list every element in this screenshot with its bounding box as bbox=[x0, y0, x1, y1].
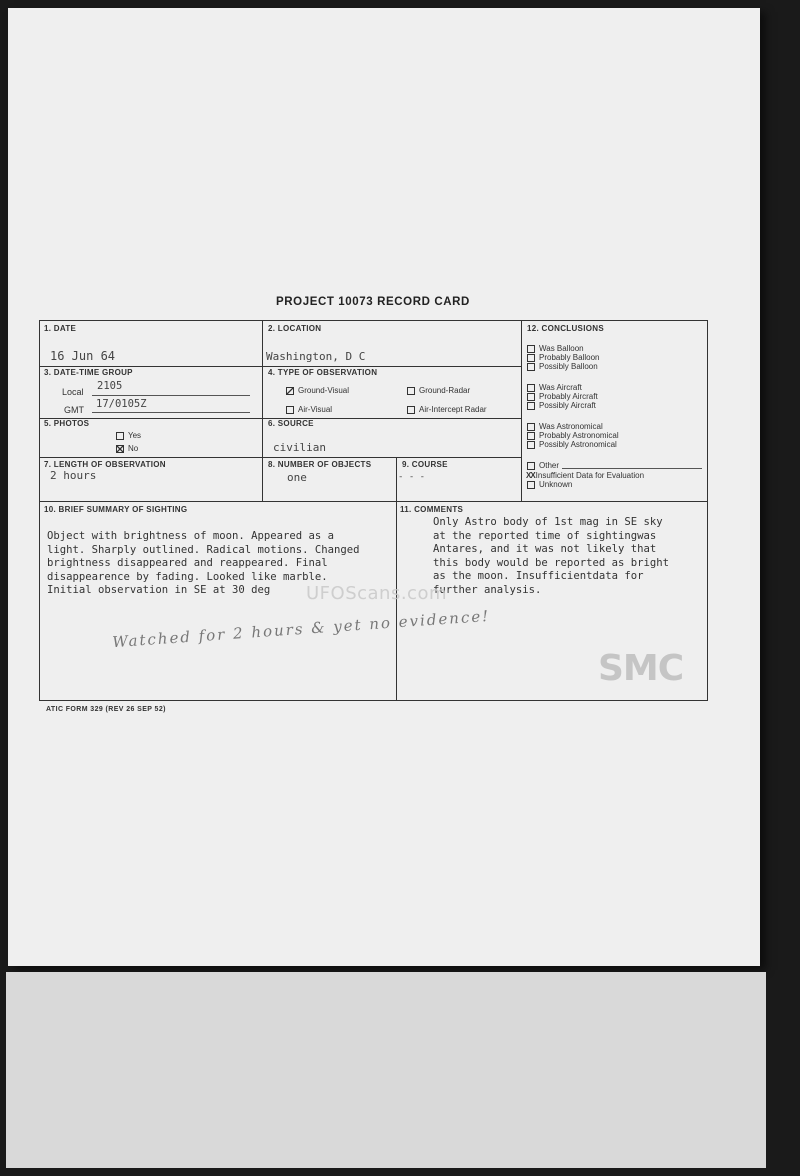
checkbox-icon bbox=[527, 462, 535, 470]
conclusion-possibly-astronomical: Possibly Astronomical bbox=[527, 440, 617, 449]
photos-no: No bbox=[116, 444, 138, 453]
checkbox-icon bbox=[527, 402, 535, 410]
conclusion-was-astronomical: Was Astronomical bbox=[527, 422, 603, 431]
checkbox-icon bbox=[407, 406, 415, 414]
dtg-gmt-label: GMT bbox=[64, 405, 84, 415]
conclusion-was-balloon: Was Balloon bbox=[527, 344, 584, 353]
date-label: 1. DATE bbox=[44, 324, 77, 333]
course-label: 9. COURSE bbox=[402, 460, 448, 469]
conclusion-other: Other bbox=[527, 461, 559, 470]
summary-line: Object with brightness of moon. Appeared as a bbox=[47, 530, 335, 542]
dtg-gmt-value: 17/0105Z bbox=[96, 398, 147, 410]
objects-label: 8. NUMBER OF OBJECTS bbox=[268, 460, 372, 469]
conclusion-other-underline bbox=[562, 468, 702, 469]
summary-line: light. Sharply outlined. Radical motions. Changed bbox=[47, 543, 360, 556]
conclusion-possibly-aircraft: Possibly Aircraft bbox=[527, 401, 596, 410]
divider-row-3 bbox=[40, 457, 521, 458]
watermark: UFOScans.com bbox=[306, 583, 447, 604]
source-value: civilian bbox=[273, 441, 326, 454]
type-air-visual: Air-Visual bbox=[286, 405, 332, 414]
comments-line: at the reported time of sightingwas bbox=[433, 529, 657, 542]
summary-line: Initial observation in SE at 30 deg bbox=[47, 584, 271, 597]
location-label: 2. LOCATION bbox=[268, 324, 322, 333]
checkbox-icon bbox=[527, 481, 535, 489]
source-label: 6. SOURCE bbox=[268, 419, 314, 428]
comments-line: further analysis. bbox=[433, 583, 542, 596]
smc-stamp: SMC bbox=[598, 648, 684, 689]
type-ground-visual: Ground-Visual bbox=[286, 386, 349, 395]
type-air-intercept: Air-Intercept Radar bbox=[407, 405, 487, 414]
type-ground-radar: Ground-Radar bbox=[407, 386, 470, 395]
checkbox-checked-icon bbox=[286, 387, 294, 395]
conclusions-label: 12. CONCLUSIONS bbox=[527, 324, 604, 333]
objects-value: one bbox=[287, 471, 307, 484]
form-id: ATIC FORM 329 (REV 26 SEP 52) bbox=[46, 706, 166, 713]
divider-row-4 bbox=[40, 501, 707, 502]
dtg-gmt-underline bbox=[92, 412, 250, 413]
length-value: 2 hours bbox=[50, 469, 97, 482]
conclusion-possibly-balloon: Possibly Balloon bbox=[527, 362, 598, 371]
photos-label: 5. PHOTOS bbox=[44, 419, 90, 428]
checkbox-icon bbox=[527, 432, 535, 440]
checkbox-icon bbox=[286, 406, 294, 414]
checkbox-icon bbox=[527, 354, 535, 362]
type-label: 4. TYPE OF OBSERVATION bbox=[268, 368, 378, 377]
comments-line: Only Astro body of 1st mag in SE sky bbox=[433, 516, 663, 528]
checkbox-icon bbox=[527, 393, 535, 401]
checkbox-checked-icon bbox=[116, 445, 124, 453]
comments-line: as the moon. Insufficientdata for bbox=[433, 570, 644, 583]
date-value: 16 Jun 64 bbox=[50, 349, 116, 363]
dtg-local-underline bbox=[92, 395, 250, 396]
handwritten-note: Watched for 2 hours & yet no evidence! bbox=[111, 606, 491, 652]
comments-text bbox=[433, 516, 669, 598]
summary-line: disappearence by fading. Looked like marble. bbox=[47, 570, 328, 583]
comments-line: this body would be reported as bright bbox=[433, 556, 669, 569]
lower-backing bbox=[6, 972, 766, 1168]
dtg-label: 3. DATE-TIME GROUP bbox=[44, 368, 133, 377]
checkbox-icon bbox=[527, 384, 535, 392]
checkbox-icon bbox=[116, 432, 124, 440]
length-label: 7. LENGTH OF OBSERVATION bbox=[44, 460, 166, 469]
checkbox-icon bbox=[527, 423, 535, 431]
conclusion-probably-astronomical: Probably Astronomical bbox=[527, 431, 619, 440]
divider-course bbox=[396, 457, 397, 501]
checkbox-icon bbox=[527, 345, 535, 353]
conclusion-unknown: Unknown bbox=[527, 480, 572, 489]
checkbox-icon bbox=[527, 363, 535, 371]
comments-line: Antares, and it was not likely that bbox=[433, 543, 657, 556]
card-title: PROJECT 10073 RECORD CARD bbox=[276, 296, 470, 308]
summary-line: brightness disappeared and reappeared. Final bbox=[47, 557, 328, 570]
checkbox-icon bbox=[407, 387, 415, 395]
checkbox-icon bbox=[527, 441, 535, 449]
conclusion-probably-balloon: Probably Balloon bbox=[527, 353, 599, 362]
divider-col-left bbox=[262, 321, 263, 501]
checked-mark: XX bbox=[526, 471, 535, 480]
dtg-local-value: 2105 bbox=[97, 380, 123, 392]
conclusion-was-aircraft: Was Aircraft bbox=[527, 383, 582, 392]
conclusion-probably-aircraft: Probably Aircraft bbox=[527, 392, 598, 401]
course-value: - - - bbox=[398, 472, 426, 482]
dtg-local-label: Local bbox=[62, 387, 84, 397]
divider-row-1 bbox=[40, 366, 521, 367]
photos-yes: Yes bbox=[116, 431, 141, 440]
divider-col-right bbox=[521, 321, 522, 501]
summary-label: 10. BRIEF SUMMARY OF SIGHTING bbox=[44, 505, 188, 514]
comments-label: 11. COMMENTS bbox=[400, 505, 464, 514]
conclusion-insufficient-data: XXInsufficient Data for Evaluation bbox=[526, 471, 645, 480]
location-value: Washington, D C bbox=[266, 350, 366, 363]
